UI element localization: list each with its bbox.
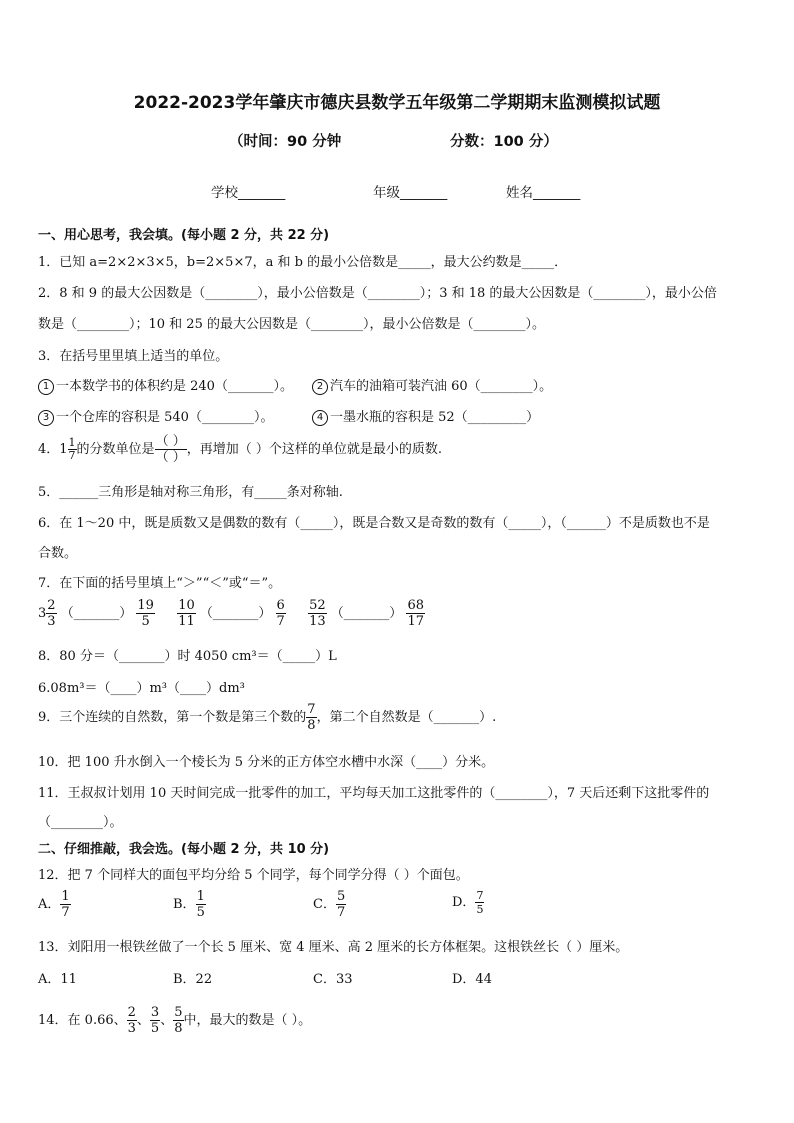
question-7-comparisons xyxy=(38,598,425,629)
question-11-line-1: 11．王叔叔计划用 10 天时间完成一批零件的加工，平均每天加工这批零件的（________），7 天后还剩下这批零件的 xyxy=(38,786,710,801)
fraction: $\frac{5}{7}$ xyxy=(336,889,346,920)
option-text: 一墨水瓶的容积是 52（_________） xyxy=(330,410,540,425)
question-8-line-1: 8．80 分＝（_______）时 4050 cm³＝（_____）L xyxy=(38,649,337,664)
circled-number-3: 3 xyxy=(38,410,54,426)
question-3-option-1 xyxy=(38,375,293,395)
grade-field[interactable]: 年级_______ xyxy=(373,185,448,201)
fraction: $\frac{1}{5}$ xyxy=(196,889,205,920)
compare-blank-1[interactable]: （_______） xyxy=(60,606,133,621)
fraction: $\frac{1}{7}$ xyxy=(61,889,70,920)
whole-part: 3 xyxy=(38,606,47,621)
question-4 xyxy=(38,434,442,465)
exam-time: （时间：90 分钟 xyxy=(229,134,342,150)
fraction: $\frac{6}{7}$ xyxy=(276,598,285,629)
q12-option-d[interactable] xyxy=(452,889,484,916)
fraction: $\frac{10}{11}$ xyxy=(178,598,195,629)
fraction: $\frac{7}{5}$ xyxy=(476,889,484,916)
fraction: $\frac{2}{3}$ xyxy=(127,1005,136,1036)
option-text: 汽车的油箱可装汽油 60（________）。 xyxy=(330,379,553,394)
section-two-heading: 二、仔细推敲，我会选。(每小题 2 分，共 10 分) xyxy=(38,842,330,857)
circled-number-4: 4 xyxy=(312,410,328,426)
option-label: B． xyxy=(173,897,196,912)
question-11-line-2: （________）。 xyxy=(38,815,123,830)
answer-fraction-blank[interactable]: $\frac{( )}{( )}$ xyxy=(155,434,186,465)
question-5: 5．______三角形是轴对称三角形，有_____条对称轴. xyxy=(38,485,343,500)
q13-option-b[interactable]: B．22 xyxy=(173,972,213,987)
question-12: 12．把 7 个同样大的面包平均分给 5 个同学，每个同学分得（ ）个面包。 xyxy=(38,868,469,883)
fraction: $\frac{19}{5}$ xyxy=(137,598,154,629)
question-3-option-3 xyxy=(38,406,273,426)
q9-suffix: ，第二个自然数是（_______）. xyxy=(316,710,497,725)
q13-option-d[interactable]: D．44 xyxy=(452,972,492,987)
question-2-line-2: 数是（________）；10 和 25 的最大公因数是（________），最小公倍数是（________）。 xyxy=(38,317,545,332)
separator: 、 xyxy=(136,1013,150,1028)
fraction: $\frac{5}{8}$ xyxy=(174,1005,183,1036)
option-label: D． xyxy=(452,895,476,910)
q13-option-a[interactable]: A．11 xyxy=(38,972,77,987)
q4-suffix: ，再增加（ ）个这样的单位就是最小的质数. xyxy=(186,442,442,457)
question-6-line-2: 合数。 xyxy=(38,546,78,561)
name-field[interactable]: 姓名_______ xyxy=(506,185,581,201)
compare-blank-2[interactable]: （_______） xyxy=(199,606,272,621)
q4-middle: 的分数单位是 xyxy=(76,442,155,457)
option-label: A． xyxy=(38,897,61,912)
question-1: 1．已知 a=2×2×3×5，b=2×5×7，a 和 b 的最小公倍数是_____，最大公约数是_____． xyxy=(38,255,568,270)
q12-option-a[interactable] xyxy=(38,889,71,920)
question-3-option-4 xyxy=(312,406,539,426)
option-text: 一本数学书的体积约是 240（_______）。 xyxy=(56,379,293,394)
exam-title: 2022-2023学年肇庆市德庆县数学五年级第二学期期末监测模拟试题 xyxy=(133,93,661,113)
question-3-option-2 xyxy=(312,375,552,395)
circled-number-2: 2 xyxy=(312,379,328,395)
school-field[interactable]: 学校_______ xyxy=(211,185,286,201)
q12-option-c[interactable] xyxy=(313,889,346,920)
q14-prefix: 14．在 0.66、 xyxy=(38,1013,127,1028)
mixed-fraction: $\frac{1}{7}$ xyxy=(68,436,76,462)
question-3-stem: 3．在括号里里填上适当的单位。 xyxy=(38,349,229,364)
question-6-line-1: 6．在 1～20 中，既是质数又是偶数的数有（_____），既是合数又是奇数的数有（_____），（______）不是质数也不是 xyxy=(38,516,710,531)
exam-score: 分数：100 分） xyxy=(450,134,558,150)
question-14 xyxy=(38,1005,311,1036)
question-2-line-1: 2．8 和 9 的最大公因数是（________），最小公倍数是（________）；3 和 18 的最大公因数是（________），最小公倍 xyxy=(38,286,717,301)
circled-number-1: 1 xyxy=(38,379,54,395)
question-8-line-2: 6.08m³＝（____）m³（____）dm³ xyxy=(38,681,245,696)
question-9 xyxy=(38,702,496,733)
option-label: C． xyxy=(313,897,336,912)
fraction: $\frac{7}{8}$ xyxy=(307,702,316,733)
question-7-stem: 7．在下面的括号里填上“＞”“＜”或“＝”。 xyxy=(38,576,282,591)
fraction: $\frac{52}{13}$ xyxy=(309,598,326,629)
q9-prefix: 9．三个连续的自然数，第一个数是第三个数的 xyxy=(38,710,307,725)
q14-suffix: 中，最大的数是（ ）。 xyxy=(183,1013,312,1028)
question-10: 10．把 100 升水倒入一个棱长为 5 分米的正方体空水槽中水深（____）分米。 xyxy=(38,755,495,770)
fraction: $\frac{3}{5}$ xyxy=(150,1005,160,1036)
compare-blank-3[interactable]: （_______） xyxy=(330,606,403,621)
fraction: $\frac{2}{3}$ xyxy=(47,598,56,629)
q13-option-c[interactable]: C．33 xyxy=(313,972,353,987)
separator: 、 xyxy=(160,1013,174,1028)
fraction: $\frac{68}{17}$ xyxy=(407,598,424,629)
q4-prefix: 4．1 xyxy=(38,442,68,457)
q12-option-b[interactable] xyxy=(173,889,206,920)
question-13: 13．刘阳用一根铁丝做了一个长 5 厘米、宽 4 厘米、高 2 厘米的长方体框架。这根铁丝长（ ）厘米。 xyxy=(38,940,629,955)
section-one-heading: 一、用心思考，我会填。(每小题 2 分，共 22 分) xyxy=(38,228,330,243)
option-text: 一个仓库的容积是 540（________）。 xyxy=(56,410,274,425)
